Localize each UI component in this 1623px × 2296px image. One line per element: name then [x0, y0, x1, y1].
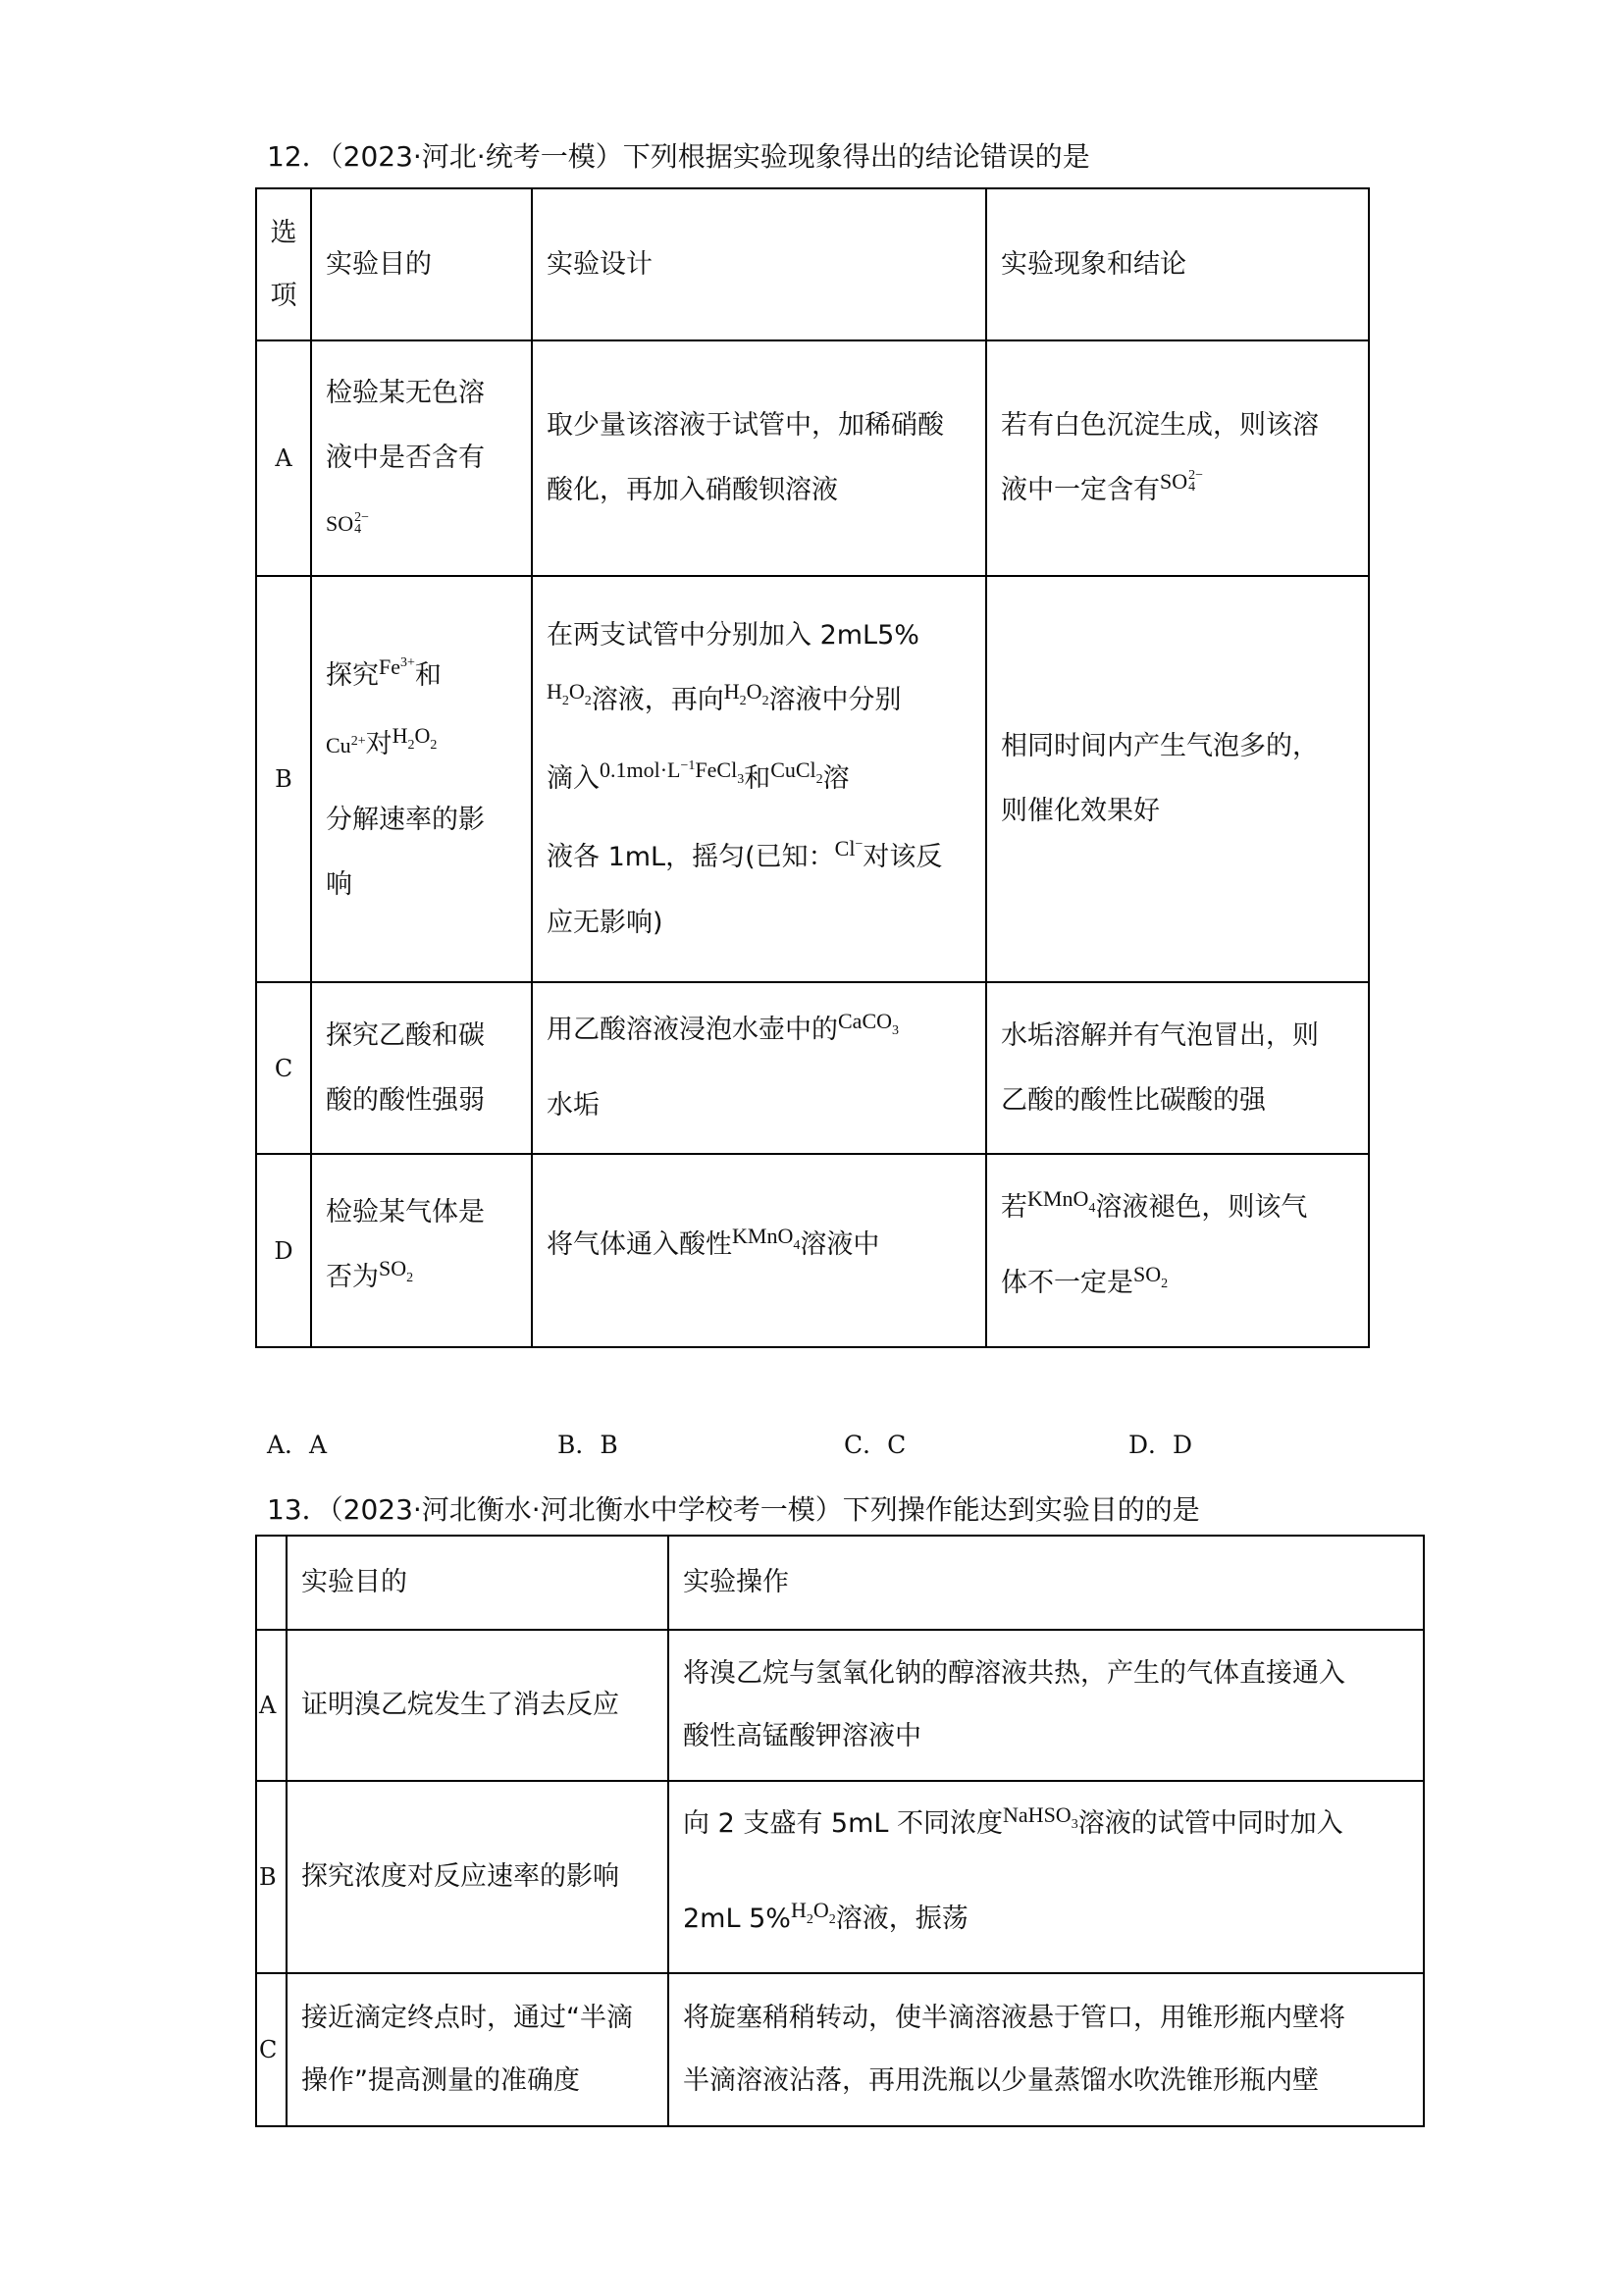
formula: KMnO4 [1027, 1185, 1096, 1216]
header-option-line1: 选 [270, 217, 297, 248]
purpose-cell [311, 576, 532, 982]
option-label: B [256, 576, 311, 982]
formula: $Cu^{2+}$ [326, 733, 366, 757]
purpose-cell [311, 340, 532, 576]
formula: 0.1mol·L−1FeCl3 [600, 757, 745, 787]
option-label: A [256, 340, 311, 576]
text-line: 探究$^{Fe^{3+}}$和 [326, 654, 442, 691]
header-purpose: 实验目的 [311, 188, 532, 340]
table-header-row [256, 1536, 1424, 1630]
formula: CuCl2 [770, 757, 823, 787]
text-line: 向 2 支盛有 5mL 不同浓度$^{NaHSO_3}$溶液的试管中同时加入 [683, 1802, 1343, 1839]
operation-cell [668, 1973, 1424, 2126]
table-row [256, 1154, 1369, 1347]
text-line: 酸化，再加入硝酸钡溶液 [547, 475, 838, 505]
text-line: 乙酸的酸性比碳酸的强 [1001, 1084, 1266, 1116]
choice-d[interactable]: D．D [1128, 1431, 1193, 1459]
text-line: 若$^{KMnO_4}$溶液褪色，则该气 [1001, 1185, 1308, 1223]
text-line: 检验某气体是 [326, 1197, 485, 1227]
text-line: 将溴乙烷与氢氧化钠的醇溶液共热，产生的气体直接通入 [683, 1658, 1345, 1689]
text-line: 体不一定是$^{SO_2}$ [1001, 1261, 1169, 1298]
header-operation: 实验操作 [668, 1536, 1424, 1630]
text-line: 用乙酸溶液浸泡水壶中的$^{CaCO_3}$ [547, 1009, 899, 1045]
choice-a[interactable]: A．A [267, 1431, 328, 1459]
text-line: 若有白色沉淀生成，则该溶 [1001, 409, 1319, 441]
question-12-title: 12．（2023·河北·统考一模）下列根据实验现象得出的结论错误的是 [267, 140, 1090, 173]
text-line: 2mL 5%$^{H_2O_2}$溶液，振荡 [683, 1898, 969, 1934]
formula: SO 2− 4 [1160, 467, 1204, 495]
option-label: C [256, 982, 311, 1154]
question-13-title: 13．（2023·河北衡水·河北衡水中学校考一模）下列操作能达到实验目的的是 [267, 1493, 1200, 1526]
text-line: 取少量该溶液于试管中，加稀硝酸 [547, 410, 944, 441]
table-row [256, 1973, 1424, 2126]
text-line: 操作”提高测量的准确度 [301, 2065, 580, 2096]
text-line: 酸的酸性强弱 [326, 1084, 485, 1116]
purpose-cell [311, 982, 532, 1154]
text-line: 滴入$^{0.1mol\cdot L^{-1}FeCl_3}$和$^{CuCl_2}$溶 [547, 757, 850, 794]
table-header-row [256, 188, 1369, 340]
formula: Fe3+ [379, 654, 415, 679]
text-line: 应无影响) [547, 907, 663, 938]
operation-cell [668, 1781, 1424, 1973]
result-cell [986, 576, 1369, 982]
text-line: $^{H_2O_2}$溶液，再向$^{H_2O_2}$溶液中分别 [547, 678, 902, 715]
text-line: 否为$^{SO_2}$ [326, 1256, 414, 1292]
text-line: 检验某无色溶 [326, 377, 485, 408]
table-row [256, 340, 1369, 576]
header-result: 实验现象和结论 [986, 188, 1369, 340]
header-purpose: 实验目的 [287, 1536, 668, 1630]
formula-line [326, 491, 531, 556]
formula: SO2 [379, 1256, 414, 1285]
choice-c[interactable]: C．C [844, 1431, 907, 1459]
formula: Cl− [834, 835, 864, 861]
operation-cell [668, 1630, 1424, 1781]
header-option-line2: 项 [270, 280, 297, 311]
text-line: 水垢溶解并有气泡冒出，则 [1001, 1019, 1319, 1051]
choice-b[interactable]: B．B [557, 1431, 618, 1459]
formula: CaCO3 [838, 1009, 899, 1038]
header-option [256, 188, 311, 340]
formula: H2O2 [790, 1898, 836, 1927]
text-line: 液中是否含有 [326, 442, 485, 473]
text-line: 酸性高锰酸钾溶液中 [683, 1721, 921, 1751]
text-line: 将旋塞稍稍转动，使半滴溶液悬于管口，用锥形瓶内壁将 [683, 2003, 1345, 2033]
option-label: B [256, 1781, 287, 1973]
formula: KMnO4 [732, 1224, 801, 1253]
text-line: 响 [326, 869, 352, 900]
table-row [256, 1630, 1424, 1781]
design-cell [532, 1154, 986, 1347]
table-row [256, 576, 1369, 982]
text-line: 分解速率的影 [326, 805, 485, 835]
formula: SO2 [1133, 1261, 1169, 1291]
purpose-cell: 证明溴乙烷发生了消去反应 [287, 1630, 668, 1781]
text-line: 在两支试管中分别加入 2mL5% [547, 619, 919, 651]
text-line: 液中一定含有$^{SO 2- 4}$ [1001, 467, 1204, 505]
purpose-cell [311, 1154, 532, 1347]
formula: SO 2− 4 [326, 509, 370, 537]
design-cell [532, 340, 986, 576]
formula: H2O2 [392, 723, 438, 753]
result-cell [986, 1154, 1369, 1347]
result-cell [986, 982, 1369, 1154]
formula: H2O2 [723, 678, 769, 708]
design-cell [532, 576, 986, 982]
text-line: 相同时间内产生气泡多的， [1001, 731, 1319, 761]
text-line: 液各 1mL，摇匀(已知：$^{Cl^-}$对该反 [547, 835, 943, 872]
purpose-cell [287, 1973, 668, 2126]
header-design: 实验设计 [532, 188, 986, 340]
option-label: D [256, 1154, 311, 1347]
table-row [256, 1781, 1424, 1973]
text-line: 接近滴定终点时，通过“半滴 [301, 2003, 633, 2033]
option-label: C [256, 1973, 287, 2126]
result-cell [986, 340, 1369, 576]
formula: H2O2 [547, 678, 592, 708]
formula: NaHSO3 [1003, 1802, 1078, 1832]
text-line: 则催化效果好 [1001, 796, 1160, 826]
text-line: $Cu^{2+}$对$^{H_2O_2}$ [326, 723, 438, 759]
text-line: 水垢 [547, 1090, 600, 1121]
table-row [256, 982, 1369, 1154]
design-cell [532, 982, 986, 1154]
text-line: 半滴溶液沾落，再用洗瓶以少量蒸馏水吹洗锥形瓶内壁 [683, 2065, 1319, 2096]
question-13-table [255, 1535, 1425, 2127]
text-line: 将气体通入酸性$^{KMnO_4}$溶液中 [547, 1224, 880, 1260]
option-label: A [256, 1630, 287, 1781]
text-line: 探究乙酸和碳 [326, 1019, 485, 1051]
header-option [256, 1536, 287, 1630]
question-12-table [255, 187, 1370, 1348]
purpose-cell: 探究浓度对反应速率的影响 [287, 1781, 668, 1973]
